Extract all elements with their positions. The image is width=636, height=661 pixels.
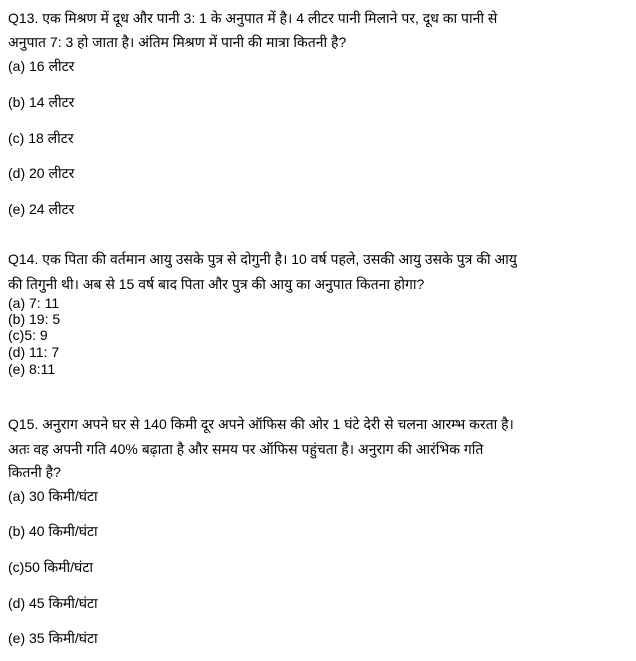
question-15-option-a: (a) 30 किमी/घंटा bbox=[8, 488, 98, 504]
question-15-option-b: (b) 40 किमी/घंटा bbox=[8, 523, 98, 539]
question-14-option-d: (d) 11: 7 bbox=[8, 344, 60, 360]
question-15-option-c: (c)50 किमी/घंटा bbox=[8, 559, 94, 575]
question-14-option-a: (a) 7: 11 bbox=[8, 295, 60, 311]
question-14-option-c: (c)5: 9 bbox=[8, 327, 48, 343]
question-14-text-line-1: Q14. एक पिता की वर्तमान आयु उसके पुत्र से दोगुनी है। 10 वर्ष पहले, उसकी आयु उसके पुत्र की आयु bbox=[8, 251, 517, 267]
question-13-option-d: (d) 20 लीटर bbox=[8, 165, 75, 181]
question-13-option-b: (b) 14 लीटर bbox=[8, 94, 75, 110]
question-13-option-c: (c) 18 लीटर bbox=[8, 130, 74, 146]
question-14-option-b: (b) 19: 5 bbox=[8, 311, 61, 327]
question-15-text-line-3: कितनी है? bbox=[8, 464, 61, 480]
question-14-option-e: (e) 8:11 bbox=[8, 361, 56, 377]
question-13-text-line-1: Q13. एक मिश्रण में दूध और पानी 3: 1 के अनुपात में है। 4 लीटर पानी मिलाने पर, दूध का पानी से bbox=[8, 10, 498, 26]
question-13-option-e: (e) 24 लीटर bbox=[8, 201, 75, 217]
question-13-text-line-2: अनुपात 7: 3 हो जाता है। अंतिम मिश्रण में पानी की मात्रा कितनी है? bbox=[8, 34, 347, 50]
question-15-option-d: (d) 45 किमी/घंटा bbox=[8, 595, 98, 611]
question-13-option-a: (a) 16 लीटर bbox=[8, 58, 75, 74]
question-15-text-line-1: Q15. अनुराग अपने घर से 140 किमी दूर अपने ऑफिस की ओर 1 घंटे देरी से चलना आरम्भ करता है। bbox=[8, 416, 514, 432]
question-15-text-line-2: अतः वह अपनी गति 40% बढ़ाता है और समय पर ऑफिस पहुंचता है। अनुराग की आरंभिक गति bbox=[8, 441, 484, 457]
question-15-option-e: (e) 35 किमी/घंटा bbox=[8, 630, 98, 646]
question-14-text-line-2: की तिगुनी थी। अब से 15 वर्ष बाद पिता और पुत्र की आयु का अनुपात कितना होगा? bbox=[8, 276, 425, 292]
